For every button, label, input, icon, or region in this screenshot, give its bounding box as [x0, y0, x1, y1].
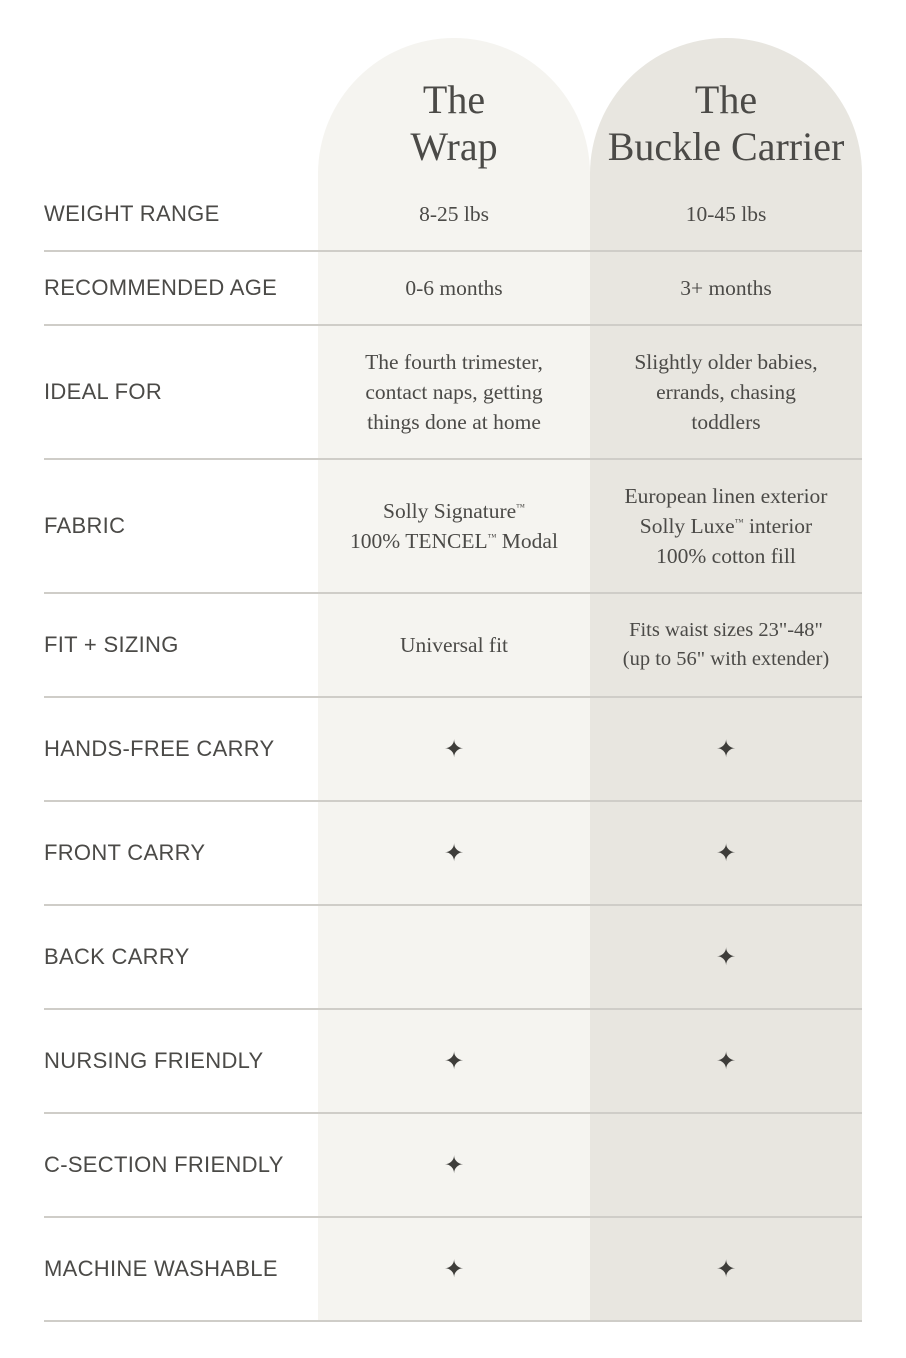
fabric-text: Solly Luxe [639, 514, 735, 538]
buckle-ideal-line: errands, chasing [656, 380, 796, 404]
buckle-header-line1: The [694, 77, 758, 122]
wrap-hands-free-cell [318, 698, 590, 800]
fabric-text: interior [743, 514, 813, 538]
wrap-nursing-cell [318, 1010, 590, 1112]
wrap-header-line2: Wrap [410, 124, 498, 169]
star-icon: ✦ [715, 735, 737, 763]
star-icon: ✦ [443, 1151, 465, 1179]
buckle-back-cell [590, 906, 862, 1008]
row-fabric [44, 460, 862, 594]
star-icon: ✦ [443, 735, 465, 763]
row-label: C-SECTION FRIENDLY [44, 1152, 284, 1177]
trademark-symbol: ™ [734, 516, 744, 527]
row-label: MACHINE WASHABLE [44, 1256, 278, 1281]
buckle-column-header [590, 76, 862, 170]
row-weight-range [44, 178, 862, 252]
buckle-nursing-cell [590, 1010, 862, 1112]
row-label: HANDS-FREE CARRY [44, 736, 275, 761]
wrap-column-header [318, 76, 590, 170]
buckle-hands-free-cell [590, 698, 862, 800]
wrap-fabric-cell [318, 460, 590, 592]
row-label: RECOMMENDED AGE [44, 275, 278, 300]
row-machine-washable [44, 1218, 862, 1322]
buckle-fit-cell [590, 594, 862, 696]
row-hands-free-carry [44, 698, 862, 802]
buckle-fit-line: Fits waist sizes 23"-48" [629, 619, 823, 641]
row-back-carry [44, 906, 862, 1010]
star-icon: ✦ [443, 1255, 465, 1283]
row-label: FABRIC [44, 513, 126, 538]
trademark-symbol: ™ [516, 501, 525, 512]
row-ideal-for [44, 326, 862, 460]
row-label: IDEAL FOR [44, 379, 163, 404]
row-label: FIT + SIZING [44, 632, 179, 657]
wrap-ideal-line: contact naps, getting [365, 380, 543, 404]
row-label: NURSING FRIENDLY [44, 1048, 264, 1073]
star-icon: ✦ [715, 1255, 737, 1283]
fabric-text: 100% TENCEL [350, 529, 488, 553]
buckle-weight-cell: 10-45 lbs [685, 202, 767, 226]
wrap-fabric-line [383, 496, 525, 526]
row-fit-sizing [44, 594, 862, 698]
wrap-ideal-line: The fourth trimester, [365, 350, 543, 374]
buckle-ideal-line: toddlers [691, 410, 761, 434]
wrap-fabric-line [350, 526, 558, 556]
row-label: BACK CARRY [44, 944, 190, 969]
buckle-csection-cell [590, 1114, 862, 1216]
row-recommended-age [44, 252, 862, 326]
row-front-carry [44, 802, 862, 906]
buckle-ideal-line: Slightly older babies, [634, 350, 818, 374]
fabric-text: Solly Signature [382, 499, 517, 523]
wrap-front-cell [318, 802, 590, 904]
star-icon: ✦ [443, 1047, 465, 1075]
wrap-back-cell [318, 906, 590, 1008]
buckle-header-line2: Buckle Carrier [607, 124, 845, 169]
buckle-front-cell [590, 802, 862, 904]
star-icon: ✦ [715, 1047, 737, 1075]
row-c-section-friendly [44, 1114, 862, 1218]
wrap-csection-cell [318, 1114, 590, 1216]
row-nursing-friendly [44, 1010, 862, 1114]
wrap-fit-cell: Universal fit [399, 633, 509, 657]
wrap-age-cell: 0-6 months [405, 276, 503, 300]
buckle-age-cell: 3+ months [680, 276, 772, 300]
row-label: FRONT CARRY [44, 840, 206, 865]
star-icon: ✦ [715, 943, 737, 971]
buckle-washable-cell [590, 1218, 862, 1320]
wrap-ideal-cell [318, 326, 590, 458]
trademark-symbol: ™ [487, 531, 497, 542]
wrap-weight-cell: 8-25 lbs [419, 202, 489, 226]
wrap-ideal-line: things done at home [367, 410, 541, 434]
buckle-fabric-line: European linen exterior [624, 484, 828, 508]
buckle-fit-line: (up to 56" with extender) [622, 648, 830, 670]
row-label: WEIGHT RANGE [44, 201, 220, 226]
buckle-fabric-line: 100% cotton fill [656, 544, 796, 568]
wrap-header-line1: The [422, 77, 486, 122]
star-icon: ✦ [443, 839, 465, 867]
buckle-fabric-cell [590, 460, 862, 592]
wrap-washable-cell [318, 1218, 590, 1320]
fabric-text: Modal [496, 529, 558, 553]
buckle-fabric-line [640, 511, 812, 541]
buckle-ideal-cell [590, 326, 862, 458]
star-icon: ✦ [715, 839, 737, 867]
